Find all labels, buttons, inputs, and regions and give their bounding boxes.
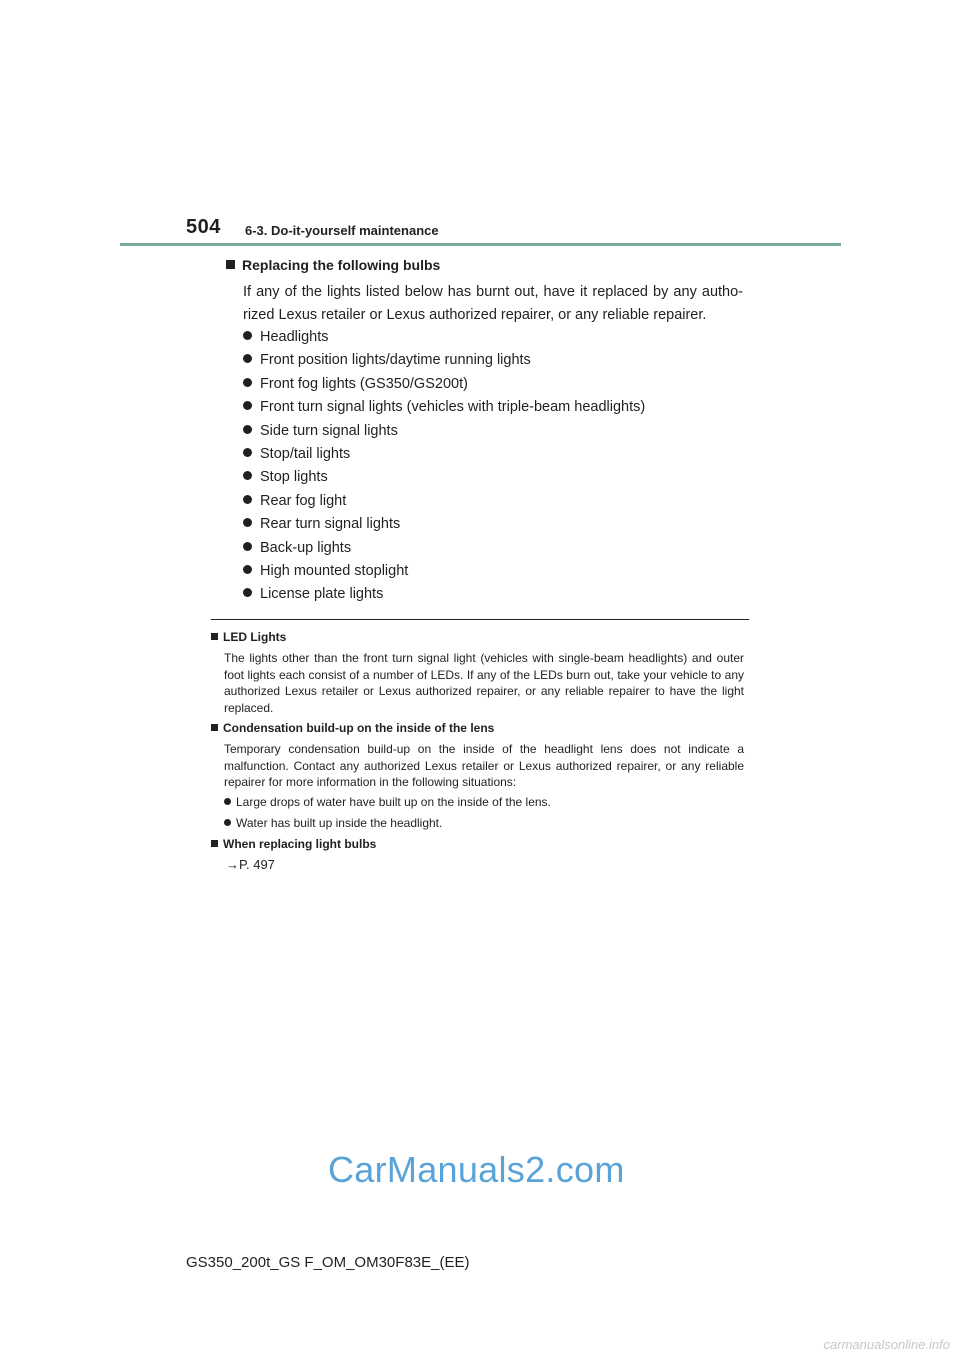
list-item-text: Rear turn signal lights [260,516,401,533]
list-item [243,537,645,560]
led-lights-heading [211,630,286,644]
list-item [224,795,551,809]
round-bullet-icon [243,425,252,434]
round-bullet-icon [243,354,252,363]
round-bullet-icon [224,798,231,805]
header-divider [120,243,841,246]
list-item-text: Stop lights [260,469,328,486]
list-item-text: Side turn signal lights [260,422,398,439]
list-item [243,443,645,466]
round-bullet-icon [243,495,252,504]
round-bullet-icon [243,401,252,410]
watermark: CarManuals2.com [328,1149,625,1190]
round-bullet-icon [243,448,252,457]
round-bullet-icon [243,518,252,527]
list-item [243,583,645,606]
list-item [243,373,645,396]
round-bullet-icon [224,819,231,826]
list-item-text: Front turn signal lights (vehicles with triple-beam headlights) [260,399,646,416]
list-item-text: Large drops of water have built up on the inside of the lens. [236,795,551,809]
square-bullet-icon [211,633,218,640]
list-item [243,420,645,443]
list-item [243,560,645,583]
list-item [243,349,645,372]
list-item-text: Stop/tail lights [260,445,351,462]
replacing-bulbs-heading [226,257,440,273]
list-item-text: Water has built up inside the headlight. [236,816,443,830]
round-bullet-icon [243,542,252,551]
list-item [243,466,645,489]
square-bullet-icon [211,840,218,847]
led-lights-heading-text: LED Lights [223,630,287,644]
square-bullet-icon [211,724,218,731]
led-lights-text: The lights other than the front turn signal light (vehicles with single-beam headlights) and outer foot lights each consist of a number of LEDs. If any of the LEDs burn out, take your vehicle to any authorized Lexus retailer or Lexus authorized repairer, or any reliable repairer to have the light replaced. [224,651,744,715]
round-bullet-icon [243,565,252,574]
page-number: 504 [186,216,221,238]
round-bullet-icon [243,588,252,597]
list-item [243,396,645,419]
page-reference-link[interactable]: →P. 497 [226,857,275,872]
list-item-text: Front fog lights (GS350/GS200t) [260,375,468,392]
list-item-text: Back-up lights [260,539,352,556]
replacing-light-bulbs-heading-text: When replacing light bulbs [223,837,377,851]
list-item [243,513,645,536]
section-title: 6-3. Do-it-yourself maintenance [245,223,439,238]
round-bullet-icon [243,331,252,340]
condensation-text: Temporary condensation build-up on the inside of the headlight lens does not indicate a malfunction. Contact any authorized Lexus retailer or Lexus authorized repairer, or any reliable repairer for more information in the following situations: [224,742,744,789]
replacing-bulbs-heading-text: Replacing the following bulbs [242,257,441,273]
list-item-text: Headlights [260,329,329,345]
list-item-text: Front position lights/daytime running lights [260,352,531,369]
list-item-text: Rear fog light [260,492,347,509]
condensation-heading [211,721,494,735]
round-bullet-icon [243,471,252,480]
replacing-light-bulbs-heading [211,837,376,851]
list-item [243,490,645,513]
square-bullet-icon [226,260,235,269]
notes-divider [211,619,749,620]
round-bullet-icon [243,378,252,387]
list-item [243,326,645,349]
list-item-text: High mounted stoplight [260,562,409,579]
list-item [224,816,442,830]
corner-watermark: carmanualsonline.info [823,1337,950,1352]
list-item-text: License plate lights [260,586,384,603]
document-code: GS350_200t_GS F_OM_OM30F83E_(EE) [186,1254,470,1271]
replacing-bulbs-intro: If any of the lights listed below has burnt out, have it replaced by any autho-rized Lexus retailer or Lexus authorized repairer, or any reliable repairer. [243,284,743,323]
bulb-list [243,326,645,607]
condensation-heading-text: Condensation build-up on the inside of the lens [223,721,495,735]
